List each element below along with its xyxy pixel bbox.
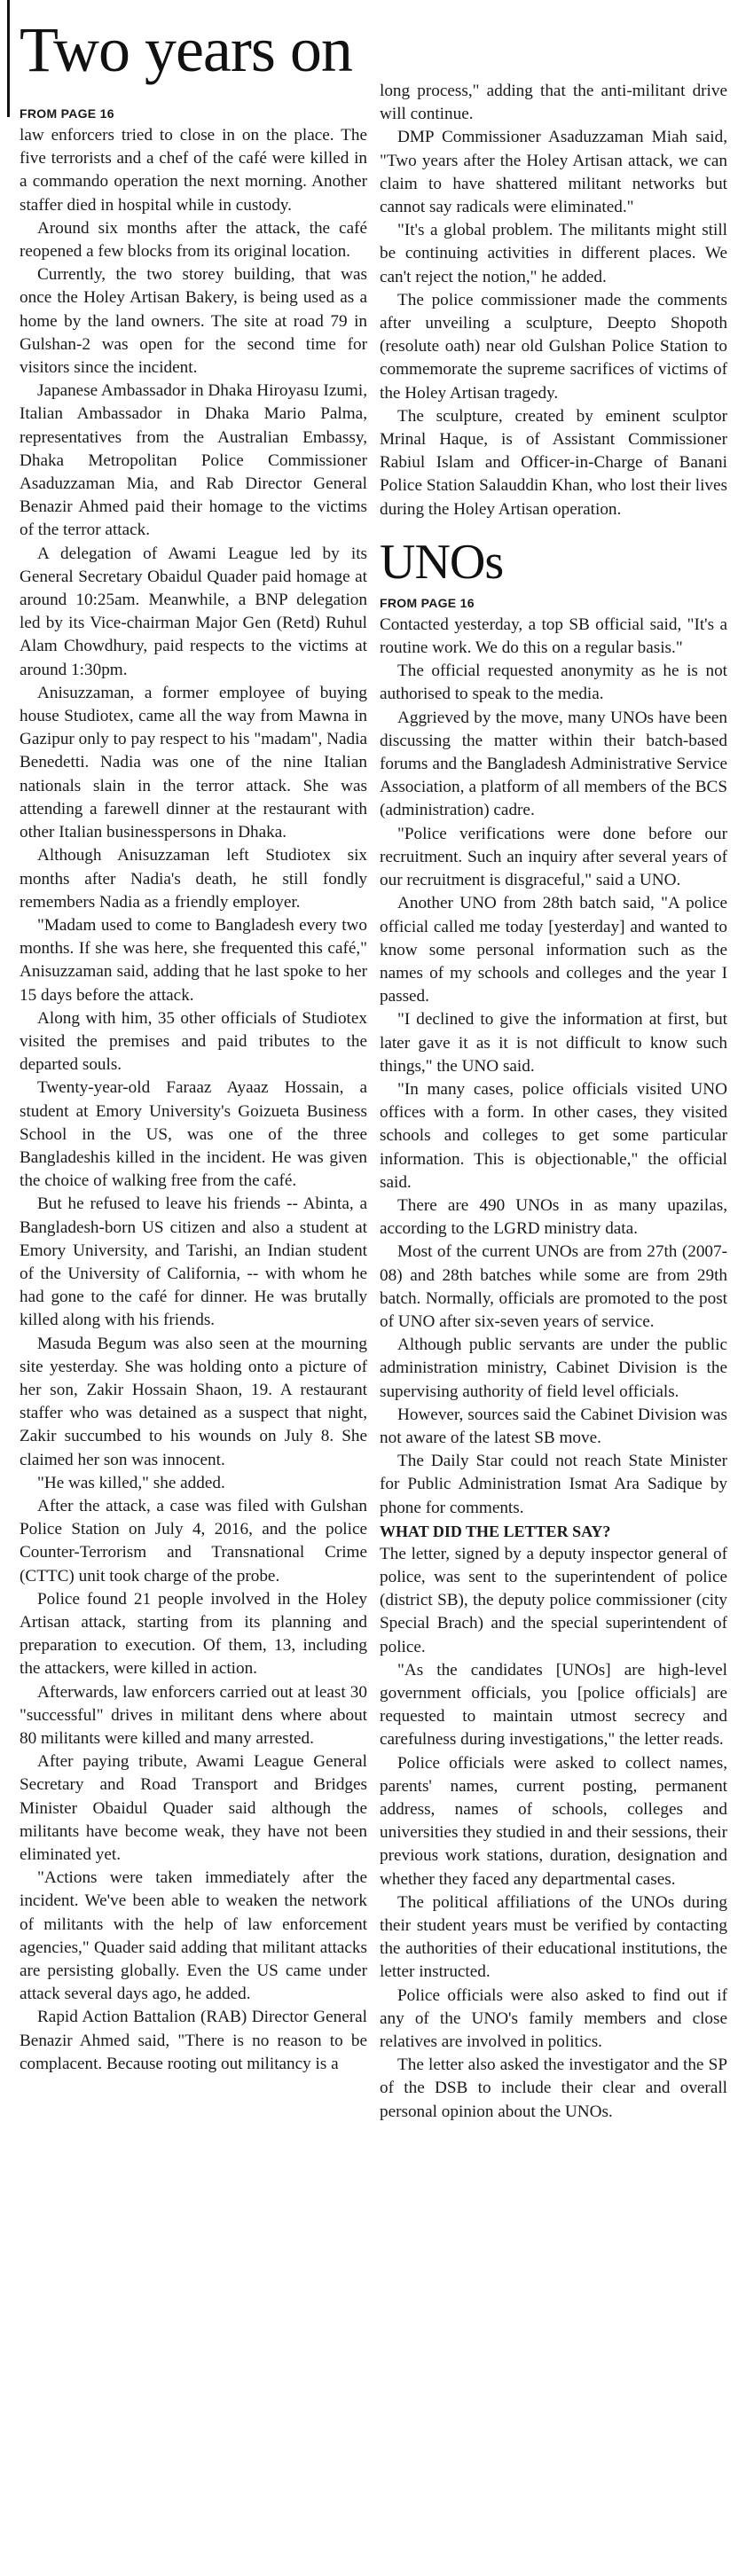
article1-paragraph: Anisuzzaman, a former employee of buying house Studiotex, came all the way from Mawna in Gazipur only to pay respect to his "madam", Nadia Benedetti. Nadia was one of the nine Italian nationals slain in the terror attack. She was attending a farewell dinner at the restaurant with other Italian businesspersons in Dhaka.: [20, 683, 367, 842]
article1-paragraph: "He was killed," she added.: [37, 1473, 225, 1492]
article2-paragraph: The letter, signed by a deputy inspector general of police, was sent to the superintendent of police (district SB), the deputy police commissioner (city Special Brach) and the special superintendent of police.: [380, 1544, 727, 1656]
article2-paragraph: Aggrieved by the move, many UNOs have been discussing the matter within their batch-based forums and the Bangladesh Administrative Service Association, a platform of all members of the BCS (administration) cadre.: [380, 708, 727, 820]
article1-paragraph: Twenty-year-old Faraaz Ayaaz Hossain, a student at Emory University's Goizueta Business School in the US, was one of the three Bangladeshis killed in the incident. He was given the choice of walking free from the café.: [20, 1078, 367, 1191]
article1-paragraph: After the attack, a case was filed with Gulshan Police Station on July 4, 2016, and the police Counter-Terrorism and Transnational Crime (CTTC) unit took charge of the probe.: [20, 1496, 367, 1586]
article2-paragraph: Police officials were asked to collect names, parents' names, current posting, permanent address, names of schools, colleges and universities they studied in and their sessions, their previous work stations, duration, designation and whether they faced any departmental cases.: [380, 1753, 727, 1889]
article1-paragraph: Rapid Action Battalion (RAB) Director General Benazir Ahmed said, "There is no reason to be complacent. Because rooting out militancy is a: [20, 2008, 367, 2073]
article2-paragraph: The political affiliations of the UNOs during their student years must be verified by contacting the authorities of their educational institutions, the letter instructed.: [380, 1892, 727, 1982]
headline-two-years-on: Two years on: [20, 14, 352, 85]
article1-kicker: FROM PAGE 16: [20, 106, 114, 121]
headline-rule: [7, 0, 10, 117]
right-column: [380, 80, 727, 2124]
article1-paragraph: After paying tribute, Awami League General Secretary and Road Transport and Bridges Minister Obaidul Quader said although the militants have become weak, they have not been eliminated yet.: [20, 1752, 367, 1865]
article2-subhead: WHAT DID THE LETTER SAY?: [380, 1522, 611, 1540]
article2-paragraph: "Police verifications were done before our recruitment. Such an inquiry after several years of our recruitment is disgraceful," said a UNO.: [380, 824, 727, 890]
headline-unos: UNOs: [380, 534, 504, 590]
article2-paragraph: However, sources said the Cabinet Division was not aware of the latest SB move.: [380, 1405, 727, 1447]
article1-continuation-paragraph: The police commissioner made the comments after unveiling a sculpture, Deepto Shopoth (resolute oath) near old Gulshan Police Station to commemorate the supreme sacrifices of victims of the Holey Artisan tragedy.: [380, 290, 727, 403]
article1-paragraph: Japanese Ambassador in Dhaka Hiroyasu Izumi, Italian Ambassador in Dhaka Mario Palma, representatives from the Australian Embassy, Dhaka Metropolitan Police Commissioner Asaduzzaman Mia, and Rab Director General Benazir Ahmed paid their homage to the victims of the terror attack.: [20, 381, 367, 540]
article1-column-left: [20, 105, 367, 2076]
article1-paragraph: But he refused to leave his friends -- Abinta, a Bangladesh-born US citizen and also a student at Emory University, and Tarishi, an Indian student of the University of California, -- with whom he had gone to the café for dinner. He was brutally killed along with his friends.: [20, 1194, 367, 1330]
article1-paragraph: Afterwards, law enforcers carried out at least 30 "successful" drives in militant dens where about 80 militants were killed and many arrested.: [20, 1682, 367, 1749]
article1-paragraph: A delegation of Awami League led by its General Secretary Obaidul Quader paid homage at around 10:25am. Meanwhile, a BNP delegation led by its Vice-chairman Major Gen (Retd) Ruhul Alam Chowdhury, paid respects to the victims at around 1:30pm.: [20, 544, 367, 679]
article1-paragraph: Police found 21 people involved in the Holey Artisan attack, starting from its planning and preparation to execution. Of them, 13, including the attackers, were killed in action.: [20, 1589, 367, 1679]
article2-paragraph: The letter also asked the investigator and the SP of the DSB to include their clear and overall personal opinion about the UNOs.: [380, 2055, 727, 2121]
article2-kicker: FROM PAGE 16: [380, 595, 475, 610]
article2-paragraph: The Daily Star could not reach State Minister for Public Administration Ismat Ara Sadique by phone for comments.: [380, 1452, 727, 1517]
article2-paragraph: There are 490 UNOs in as many upazilas, according to the LGRD ministry data.: [380, 1195, 727, 1239]
article2-paragraph: Most of the current UNOs are from 27th (2007-08) and 28th batches while some are from 29th batch. Normally, officials are promoted to the post of UNO after six-seven years of service.: [380, 1242, 727, 1331]
article1-paragraph: Around six months after the attack, the café reopened a few blocks from its original location.: [20, 218, 367, 262]
article1-paragraph: Along with him, 35 other officials of Studiotex visited the premises and paid tributes to the departed souls.: [20, 1008, 367, 1075]
article2-paragraph: "As the candidates [UNOs] are high-level government officials, you [police officials] are requested to maintain utmost secrecy and carefulness during investigations," the letter reads.: [380, 1660, 727, 1750]
article1-paragraph: Currently, the two storey building, that was once the Holey Artisan Bakery, is being used as a home by the land owners. The site at road 79 in Gulshan-2 was open for the second time for visitors since the incident.: [20, 265, 367, 378]
article1-continuation-paragraph: The sculpture, created by eminent sculptor Mrinal Haque, is of Assistant Commissioner Rabiul Islam and Officer-in-Charge of Banani Police Station Salauddin Khan, who lost their lives during the Holey Artisan operation.: [380, 406, 727, 519]
article1-continuation-paragraph: "It's a global problem. The militants might still be continuing activities in different places. We can't reject the notion," he added.: [380, 221, 727, 286]
article1-paragraph: Although Anisuzzaman left Studiotex six months after Nadia's death, he still fondly remembers Nadia as a friendly employer.: [20, 846, 367, 912]
article2-paragraph: Contacted yesterday, a top SB official said, "It's a routine work. We do this on a regular basis.": [380, 615, 727, 658]
article1-paragraph: Masuda Begum was also seen at the mourning site yesterday. She was holding onto a picture of her son, Zakir Hossain Shaon, 19. A restaurant staffer who was detained as a suspect that night, Zakir succumbed to his wounds on July 8. She claimed her son was innocent.: [20, 1334, 367, 1469]
article2-paragraph: Police officials were also asked to find out if any of the UNO's family members and close relatives are involved in politics.: [380, 1985, 727, 2052]
article1-paragraph: law enforcers tried to close in on the place. The five terrorists and a chef of the café were killed in a commando operation the next morning. Another staffer died in hospital while in custody.: [20, 126, 367, 215]
article1-continuation-paragraph: DMP Commissioner Asaduzzaman Miah said, "Two years after the Holey Artisan attack, we can claim to have shattered militant networks but cannot say radicals were eliminated.": [380, 128, 727, 217]
article2-paragraph: Although public servants are under the public administration ministry, Cabinet Division is the supervising authority of field level officials.: [380, 1335, 727, 1401]
article2-paragraph: "In many cases, police officials visited UNO offices with a form. In other cases, they visited schools and colleges to get some particular information. This is objectionable," the official said.: [380, 1079, 727, 1192]
article1-continuation-paragraph: long process," adding that the anti-militant drive will continue.: [380, 82, 727, 124]
article1-paragraph: "Actions were taken immediately after the incident. We've been able to weaken the network of militants with the help of law enforcement agencies," Quader said adding that militant attacks are persisting globally. Even the US came under attack several days ago, he added.: [20, 1868, 367, 2004]
article2-paragraph: "I declined to give the information at first, but later gave it as it is not difficult to know such things," the UNO said.: [380, 1010, 727, 1076]
article1-paragraph: "Madam used to come to Bangladesh every two months. If she was here, she frequented this café," Anisuzzaman said, adding that he last spoke to her 15 days before the attack.: [20, 915, 367, 1005]
article2-paragraph: The official requested anonymity as he is not authorised to speak to the media.: [380, 662, 727, 704]
article2-paragraph: Another UNO from 28th batch said, "A police official called me today [yesterday] and wanted to know some personal information such as the names of my schools and colleges and the year I passed.: [380, 894, 727, 1006]
